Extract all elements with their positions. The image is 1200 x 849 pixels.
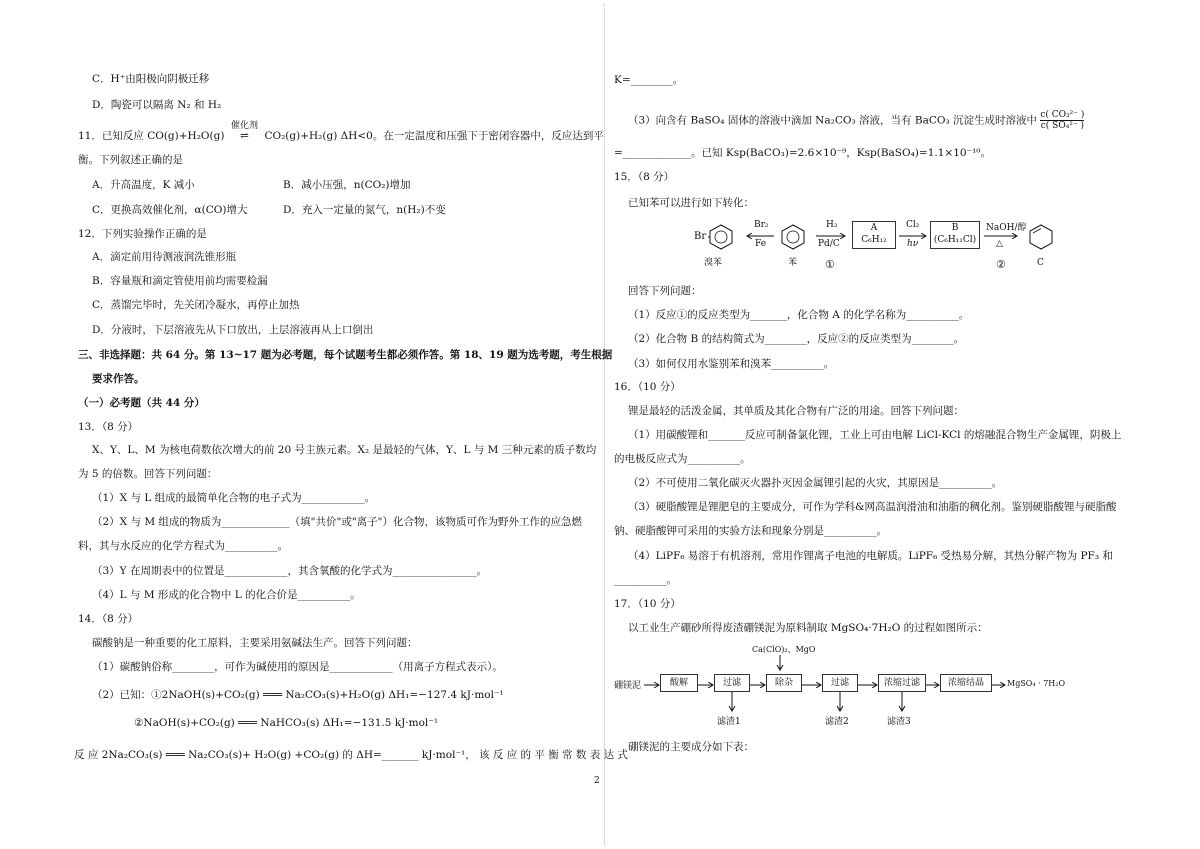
residue-1: 滤渣1 (717, 717, 741, 727)
q16-intro: 锂是最轻的活泼金属，其单质及其化合物有广泛的用途。回答下列问题： (628, 405, 964, 417)
arrow1-reagent-bottom: Fe (755, 239, 767, 249)
step-acid-leach: 酸解 (660, 674, 698, 692)
q14-part2-eq1: （2）已知：①2NaOH(s)+CO₂(g) ═══ Na₂CO₃(s)+H₂O(g) ΔH₁=−127.4 kJ·mol⁻¹ (92, 689, 504, 701)
q15-part3: （3）如何仅用水鉴别苯和溴苯__________。 (628, 358, 835, 370)
q11-option-c: C．更换高效催化剂，α(CO)增大 (92, 204, 248, 216)
forward-arrow-icon (750, 682, 766, 688)
q12-stem: 12．下列实验操作正确的是 (78, 228, 207, 240)
q16-part3-cont: 钠、硬脂酸钾可采用的实验方法和现象分别是__________。 (614, 525, 887, 537)
forward-arrow-icon (644, 682, 660, 688)
q12-option-c: C．蒸馏完毕时，先关闭冷凝水，再停止加热 (92, 299, 300, 311)
column-divider (604, 4, 605, 845)
q12-option-b: B．容量瓶和滴定管使用前均需要检漏 (92, 275, 268, 287)
right-column (614, 0, 1134, 849)
catalyst-equilibrium (224, 121, 264, 143)
q15-intro: 已知苯可以进行如下转化： (628, 197, 754, 209)
forward-arrow-icon (858, 682, 878, 688)
q14-part3-text: （3）向含有 BaSO₄ 固体的溶液中滴加 Na₂CO₃ 溶液，当有 BaCO₃ 沉淀生成时溶液中 (628, 114, 1038, 127)
step-concentrate-filter: 浓缩过滤 (878, 674, 926, 692)
down-arrow-icon (728, 692, 736, 712)
q17-intro: 以工业生产硼砂所得废渣硼镁泥为原料制取 MgSO₄·7H₂O 的过程如图所示： (628, 622, 988, 634)
step-impurity-removal: 除杂 (766, 674, 802, 692)
q16-part4-cont: __________。 (614, 574, 677, 586)
q15-part1: （1）反应①的反应类型为_______，化合物 A 的化学名称为__________。 (628, 309, 970, 321)
q16-part1: （1）用碳酸锂和_______反应可制备氯化锂，工业上可由电解 LiCl-KCl 的熔融混合物生产金属锂，阴极上 (628, 429, 1122, 441)
process-flowchart (614, 640, 1134, 732)
q14-part2-reaction: 反 应 2Na₂CO₃(s) ═══ Na₂CO₃(s)+ H₂O(g) +CO₂(g) 的 ΔH=_______ kJ·mol⁻¹， 该 反 应 的 平 衡 常 数 表 达 式 (74, 749, 628, 761)
q17-table-intro: 硼镁泥的主要成分如下表： (628, 741, 754, 753)
forward-arrow-icon (698, 682, 714, 688)
concentration-ratio (1040, 110, 1084, 131)
q10-option-c: C．H⁺由阳极向阴极迁移 (92, 73, 210, 85)
q11-stem-b: CO₂(g)+H₂(g) ΔH<0。在一定温度和压强下于密闭容器中，反应达到平 (264, 130, 604, 142)
down-arrow-icon (776, 655, 784, 671)
q12-option-a: A．滴定前用待测液润洗锥形瓶 (92, 251, 237, 263)
q14-intro: 碳酸钠是一种重要的化工原料，主要采用氨碱法生产。回答下列问题： (92, 637, 418, 649)
compound-c-label: C (1037, 258, 1044, 268)
q16-number: 16．（10 分） (614, 381, 681, 393)
q14-part1: （1）碳酸钠俗称________，可作为碱使用的原因是____________（用离子方程式表示）。 (92, 661, 503, 673)
q17-number: 17．（10 分） (614, 598, 681, 610)
q11-stem-2: 衡。下列叙述正确的是 (78, 154, 183, 166)
residue-3: 滤渣3 (887, 717, 911, 727)
q11-option-a: A．升高温度，K 减小 (92, 179, 195, 191)
q10-option-d: D．陶瓷可以隔离 N₂ 和 H₂ (92, 99, 222, 111)
q15-number: 15．（8 分） (614, 171, 675, 183)
arrow1-reagent-top: Br₂ (754, 220, 769, 230)
forward-arrow-icon (926, 682, 940, 688)
down-arrow-icon (898, 692, 906, 712)
q12-option-d: D．分液时，下层溶液先从下口放出，上层溶液再从上口倒出 (92, 324, 374, 336)
catalyst-label: 催化剂 (230, 121, 258, 131)
equilibrium-arrow-icon: ⇌ (240, 130, 249, 142)
q13-part4: （4）L 与 M 形成的化合物中 L 的化合价是__________。 (92, 589, 361, 601)
q11-stem (78, 121, 604, 143)
q15-prompt: 回答下列问题： (628, 285, 702, 297)
q13-part1: （1）X 与 L 组成的最简单化合物的电子式为____________。 (92, 492, 376, 504)
q13-part2-cont: 料，其与水反应的化学方程式为__________。 (78, 540, 288, 552)
q14-part2-eq2: ②NaOH(s)+CO₂(g) ═══ NaHCO₃(s) ΔH₁=−131.5 kJ·mol⁻¹ (134, 717, 439, 729)
bromo-group: Br (694, 231, 707, 242)
down-arrow-icon (836, 692, 844, 712)
q13-intro-1: X、Y、L、M 为核电荷数依次增大的前 20 号主族元素。X₂ 是最轻的气体，Y、L 与 M 三种元素的质子数均 (92, 444, 597, 456)
additive-reagents: Ca(ClO)₂、MgO (752, 645, 816, 654)
q11-stem-a: 11．已知反应 CO(g)+H₂O(g) (78, 130, 225, 142)
forward-arrow-icon (802, 682, 822, 688)
q13-number: 13．（8 分） (78, 421, 139, 433)
q16-part3: （3）硬脂酸锂是锂肥皂的主要成分，可作为学科&网高温润滑油和油脂的稠化剂。鉴别硬脂酸锂与硬脂酸 (628, 501, 1117, 513)
benzene-reaction-scheme (694, 218, 1134, 276)
flow-product: MgSO₄ · 7H₂O (1007, 679, 1066, 688)
compound-b-box (930, 221, 980, 249)
q11-option-d: D．充入一定量的氮气，n(H₂)不变 (283, 204, 446, 216)
q14-k-expression: K=________。 (614, 74, 684, 86)
q13-part2: （2）X 与 M 组成的物质为_____________（填"共价"或"离子"）化合物，该物质可作为野外工作的应急燃 (92, 516, 582, 528)
q15-part2: （2）化合物 B 的结构简式为________，反应②的反应类型为________。 (628, 333, 965, 345)
arrow2-reagent-bottom: Pd/C (818, 239, 840, 249)
bromobenzene-ring-icon (708, 224, 734, 250)
compound-b-name: B (951, 223, 959, 233)
arrow3-reagent-bottom: hν (907, 239, 919, 249)
bromobenzene-label: 溴苯 (704, 258, 723, 268)
step-filter-1: 过滤 (714, 674, 750, 692)
residue-2: 滤渣2 (825, 717, 849, 727)
benzene-ring-icon (780, 224, 806, 250)
cyclohexene-ring-icon (1028, 224, 1054, 250)
section3-subheading: （一）必考题（共 44 分） (78, 397, 205, 409)
page-number: 2 (594, 776, 600, 786)
arrow4-reagent-bottom: △ (996, 239, 1003, 249)
step2-marker: ② (996, 258, 1006, 271)
q16-part1-cont: 的电极反应式为__________。 (614, 453, 751, 465)
compound-a-formula: C₆H₁₂ (861, 235, 887, 245)
compound-a-box (852, 221, 896, 249)
compound-b-formula: (C₆H₁₁Cl) (933, 235, 977, 245)
compound-a-name: A (870, 223, 878, 233)
section3-heading-2: 要求作答。 (92, 373, 145, 385)
q11-option-b: B．减小压强，n(CO₂)增加 (283, 179, 411, 191)
q13-intro-2: 为 5 的倍数。回答下列问题： (78, 468, 218, 480)
q14-number: 14．（8 分） (78, 613, 139, 625)
arrow2-reagent-top: H₂ (826, 220, 838, 230)
arrow3-reagent-top: Cl₂ (906, 220, 920, 230)
benzene-label: 苯 (788, 258, 798, 268)
q14-part3 (628, 110, 1084, 131)
step-filter-2: 过滤 (822, 674, 858, 692)
section3-heading: 三、非选择题：共 64 分。第 13~17 题为必考题，每个试题考生都必须作答。第 18、19 题为选考题，考生根据 (78, 349, 613, 361)
q13-part3: （3）Y 在周期表中的位置是____________，其含氧酸的化学式为________________。 (92, 565, 487, 577)
q16-part4: （4）LiPF₆ 易溶于有机溶剂，常用作锂离子电池的电解质。LiPF₆ 受热易分解，其热分解产物为 PF₃ 和 (628, 550, 1113, 562)
ratio-numerator: c( CO₃²⁻ ) (1040, 110, 1085, 120)
flow-start-material: 硼镁泥 (614, 681, 642, 691)
step1-marker: ① (825, 258, 835, 271)
step-crystallize: 浓缩结晶 (940, 674, 992, 692)
q16-part2: （2）不可使用二氧化碳灭火器扑灭因金属锂引起的火灾，其原因是__________。 (628, 477, 1003, 489)
q14-part3-cont: =_____________。已知 Ksp(BaCO₃)=2.6×10⁻⁹，Ksp(BaSO₄)=1.1×10⁻¹⁰。 (614, 147, 992, 159)
arrow4-reagent-top: NaOH/醇 (986, 223, 1027, 233)
ratio-denominator: c( SO₄²⁻ ) (1040, 121, 1085, 131)
forward-arrow-icon (992, 682, 1006, 688)
